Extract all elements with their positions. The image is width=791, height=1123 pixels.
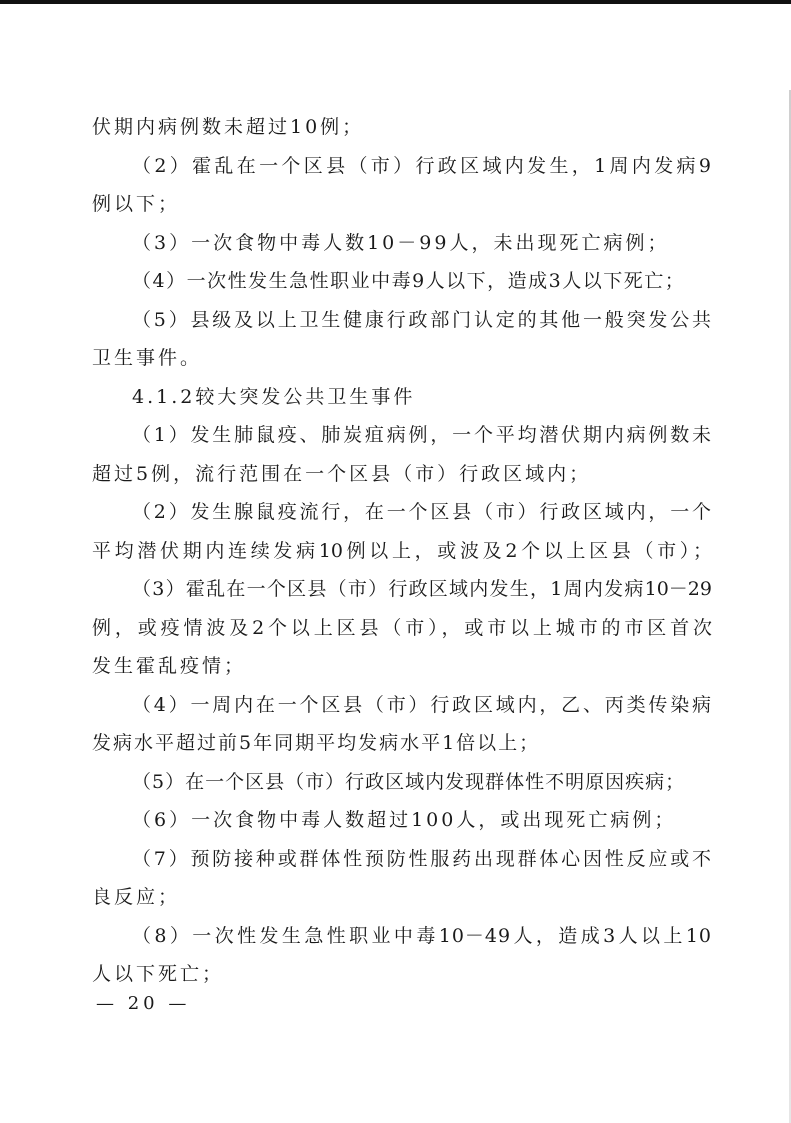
top-border [0,0,791,4]
text-line: （5）在一个区县（市）行政区域内发现群体性不明原因疾病； [132,770,686,793]
text-line: （8）一次性发生急性职业中毒10－49人，造成3人以上10 [132,924,712,947]
text-line: 卫生事件。 [92,347,203,369]
text-line: 超过5例，流行范围在一个区县（市）行政区域内； [92,462,592,485]
text-line: （6）一次食物中毒人数超过100人，或出现死亡病例； [132,809,677,831]
text-line: （2）发生腺鼠疫流行，在一个区县（市）行政区域内，一个 [132,501,712,523]
text-line: （3）霍乱在一个区县（市）行政区域内发生，1周内发病10－29 [132,578,712,600]
text-line: 发生霍乱疫情； [92,655,247,677]
page-number: — 20 — [96,993,191,1014]
text-line: 伏期内病例数未超过10例； [92,116,365,138]
document-body [92,108,712,994]
text-line: 例，或疫情波及2个以上区县（市），或市以上城市的市区首次 [92,616,712,639]
text-line: 平均潜伏期内连续发病10例以上，或波及2个以上区县（市）； [92,539,712,562]
text-line: 良反应； [92,886,181,908]
text-line: （3）一次食物中毒人数10－99人，未出现死亡病例； [132,231,670,254]
text-line: （2）霍乱在一个区县（市）行政区域内发生，1周内发病9 [132,154,712,177]
text-line: （5）县级及以上卫生健康行政部门认定的其他一般突发公共 [132,308,712,331]
text-line: 人以下死亡； [92,963,225,985]
text-line: （7）预防接种或群体性预防性服药出现群体心因性反应或不 [132,847,712,870]
text-line: （4）一周内在一个区县（市）行政区域内，乙、丙类传染病 [132,693,712,716]
text-line: 发病水平超过前5年同期平均发病水平1倍以上； [92,732,541,754]
text-line: （1）发生肺鼠疫、肺炭疽病例，一个平均潜伏期内病例数未 [132,424,712,446]
text-line: 例以下； [92,193,181,215]
section-heading: 4.1.2较大突发公共卫生事件 [132,385,416,408]
text-line: （4）一次性发生急性职业中毒9人以下，造成3人以下死亡； [132,270,686,292]
